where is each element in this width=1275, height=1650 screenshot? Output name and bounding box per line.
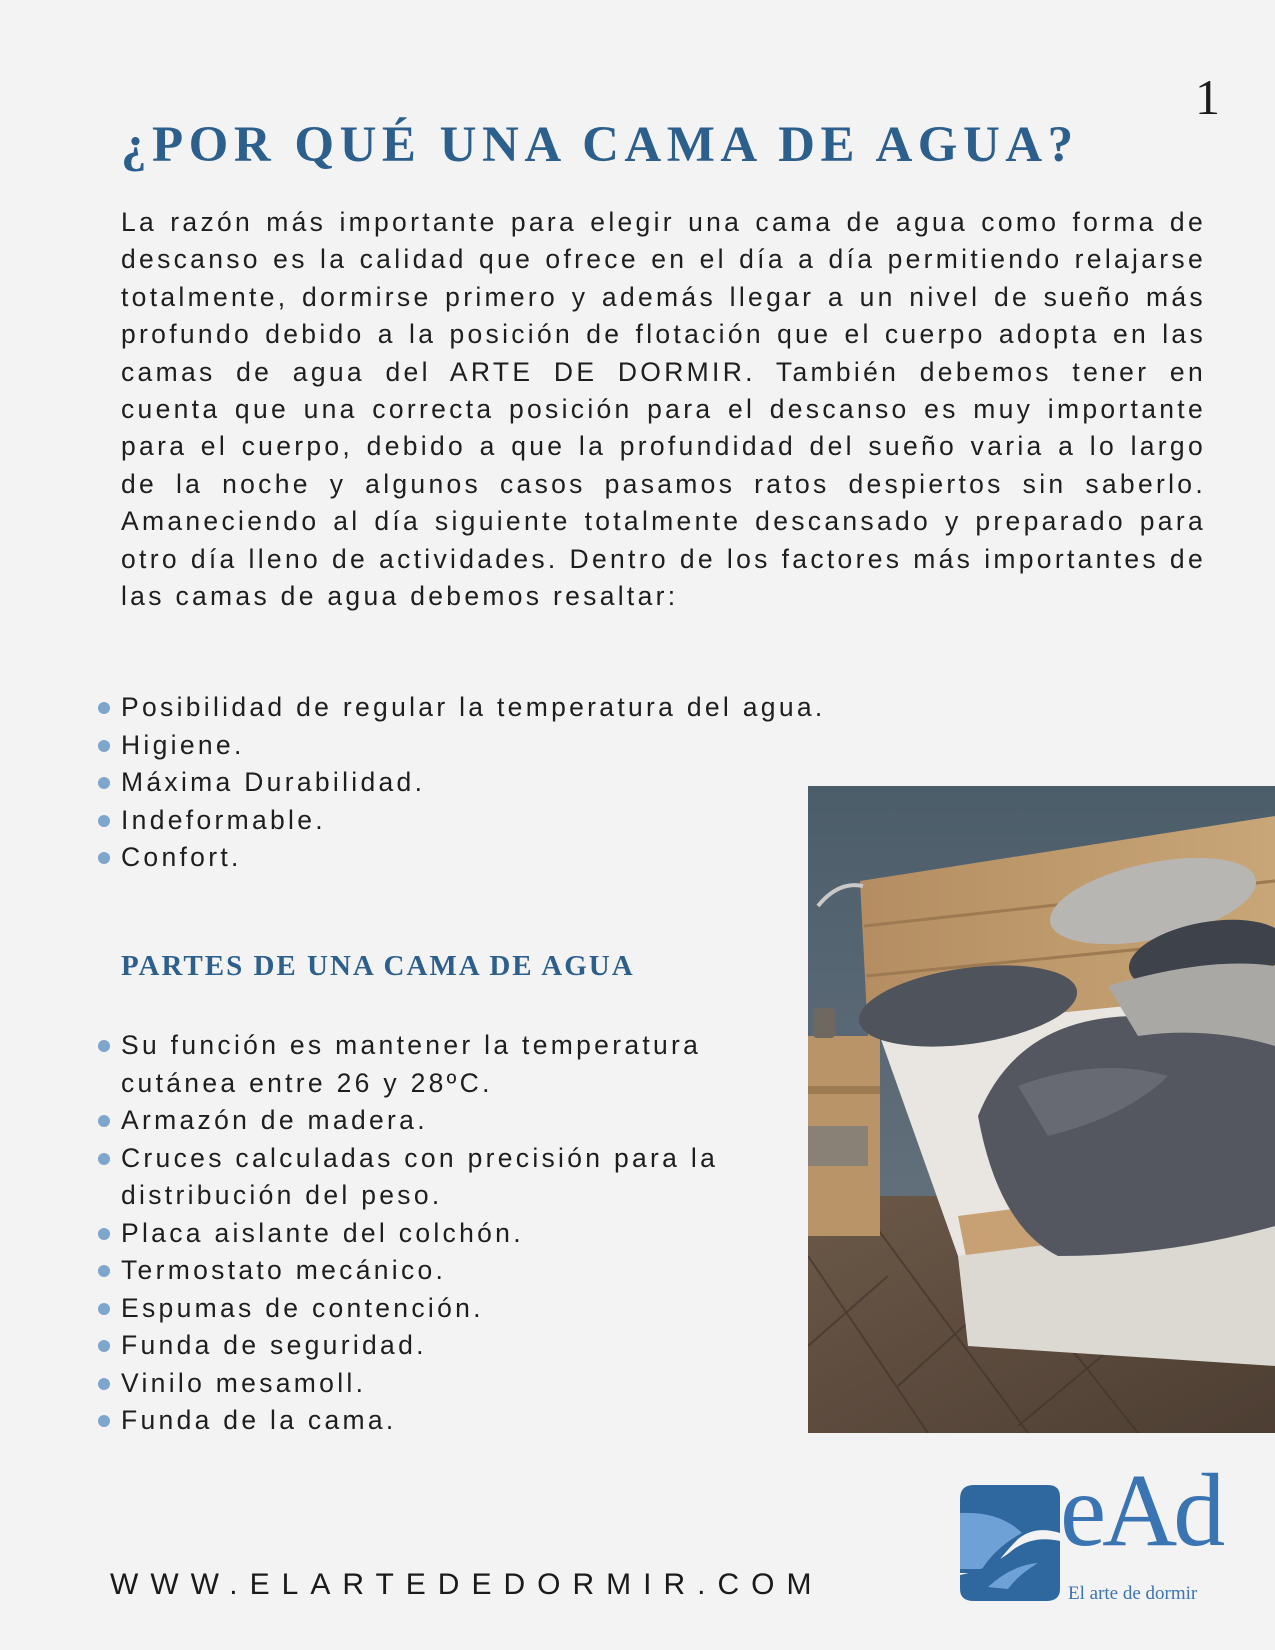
logo-letters: eAd (1060, 1453, 1222, 1568)
bullet-icon (98, 1153, 110, 1165)
bullet-icon (98, 1340, 110, 1352)
bullet-icon (98, 1115, 110, 1127)
list-item: Higiene. (121, 727, 826, 765)
list-item: Su función es mantener la temperatura cutánea entre 26 y 28ºC. (121, 1027, 781, 1102)
benefits-list (121, 689, 826, 877)
page-number: 1 (1195, 69, 1220, 125)
list-item: Termostato mecánico. (121, 1252, 781, 1290)
bullet-icon (98, 852, 110, 864)
bullet-icon (98, 777, 110, 789)
list-item: Cruces calculadas con precisión para la distribución del peso. (121, 1140, 781, 1215)
parts-list (121, 1027, 781, 1440)
list-item: Espumas de contención. (121, 1290, 781, 1328)
list-item: Vinilo mesamoll. (121, 1365, 781, 1403)
list-item: Máxima Durabilidad. (121, 764, 826, 802)
list-item: Confort. (121, 839, 826, 877)
section-title: PARTES DE UNA CAMA DE AGUA (121, 950, 635, 982)
bullet-icon (98, 1040, 110, 1052)
company-logo (960, 1453, 1222, 1608)
bullet-icon (98, 815, 110, 827)
bullet-icon (98, 1303, 110, 1315)
website-url[interactable]: WWW.ELARTEDEDORMIR.COM (110, 1568, 824, 1601)
list-item: Posibilidad de regular la temperatura del agua. (121, 689, 826, 727)
wave-logo-icon (960, 1483, 1060, 1603)
list-item: Placa aislante del colchón. (121, 1215, 781, 1253)
bullet-icon (98, 1228, 110, 1240)
bullet-icon (98, 1378, 110, 1390)
bed-photo (808, 786, 1275, 1433)
bullet-icon (98, 702, 110, 714)
list-item: Armazón de madera. (121, 1102, 781, 1140)
list-item: Funda de seguridad. (121, 1327, 781, 1365)
list-item: Indeformable. (121, 802, 826, 840)
intro-paragraph: La razón más importante para elegir una cama de agua como forma de descanso es la calidad que ofrece en el día a día permitiendo relajarse totalmente, dormirse primero y además llegar a un nivel de sueño más profundo debido a la posición de flotación que el cuerpo adopta en las camas de agua del ARTE DE DORMIR. También debemos tener en cuenta que una correcta posición para el descanso es muy importante para el cuerpo, debido a que la profundidad del sueño varia a lo largo de la noche y algunos casos pasamos ratos despiertos sin saberlo. Amaneciendo al día siguiente totalmente descansado y preparado para otro día lleno de actividades. Dentro de los factores más importantes de las camas de agua debemos resaltar: (121, 207, 1206, 612)
list-item: Funda de la cama. (121, 1402, 781, 1440)
logo-tagline: El arte de dormir (1068, 1583, 1198, 1604)
bullet-icon (98, 1415, 110, 1427)
page-title: ¿POR QUÉ UNA CAMA DE AGUA? (121, 117, 1079, 173)
bullet-icon (98, 1265, 110, 1277)
bullet-icon (98, 740, 110, 752)
